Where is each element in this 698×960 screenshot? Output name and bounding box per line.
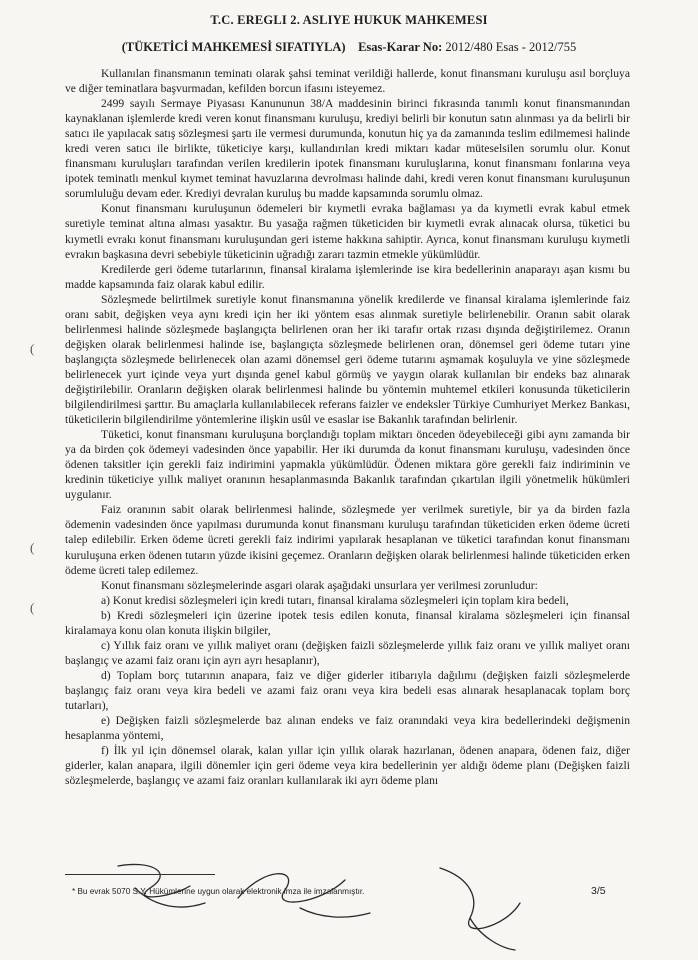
margin-mark: ( [30, 540, 35, 555]
margin-mark: ( [30, 341, 35, 356]
margin-mark: ( [30, 600, 35, 615]
case-numbers: 2012/480 Esas - 2012/755 [445, 40, 577, 54]
list-item: c) Yıllık faiz oranı ve yıllık maliyet oranı (değişken faizli sözleşmelerde yıllık faiz oranı ve yıllık maliyet oranı başlangıç ve azami faiz oranı için ayrı ayrı hesaplanır), [65, 638, 630, 667]
document-body [65, 66, 630, 788]
handwritten-signatures [0, 858, 698, 958]
paragraph: Kullanılan finansmanın teminatı olarak şahsi teminat verildiği hallerde, konut finansmanı kuruluşu asıl borçluya ve diğer teminatlara başvurmadan, kefilden borcun ifasını isteyemez. [65, 67, 630, 96]
paragraph: Konut finansmanı sözleşmelerinde asgari olarak aşağıdaki unsurlara yer verilmesi zorunludur: [101, 578, 538, 592]
case-label: Esas-Karar No: [358, 40, 443, 54]
list-item: f) İlk yıl için dönemsel olarak, kalan yıllar için yıllık olarak hazırlanan, ödenen anapara, ödenen faiz, diğer giderler, kalan anapara, ilgili dönemler için geri ödeme veya kira bedellerinin yer aldığı ödeme planı (Değişken faizli sözleşmelerde, başlangıç ve azami faiz oranları kullanılarak iki ayrı ödeme planı [65, 744, 630, 788]
paragraph: Sözleşmede belirtilmek suretiyle konut finansmanına yönelik kredilerde ve finansal kiralama işlemlerinde faiz oranı sabit, değişken veya aynı kredi için her iki yöntem esas alınmak suretiyle belirlenebilir. Oranın sabit olarak belirlenmesi halinde sözleşmede başlangıçta belirlenen oran her iki tarafır ortak rızası dışında değiştirilemez. Oranın değişken olarak belirlenmesi halinde ise, başlangıçta sözleşmede belirlenen oran, dönemsel geri ödeme tutarı yine başlangıçta sözleşmede belirlenecek olan azami dönemsel geri ödeme tutarını aşmamak koşuluyla ve yine sözleşmede belirlenecek yurt içinde veya yurt dışında genel kabul görmüş ve yaygın olarak kullanılan bir endeks baz alınarak değiştirilebilir. Oranların değişken olarak belirlenmesi halinde bu yöntemin muhtemel etkileri konusunda tüketicilerin bilgilendirilmesi şarttır. Bu amaçlarla kullanılabilecek referans faizler ve endeksler Türkiye Cumhuriyet Merkez Bankası, tüketicilerin bilgilendirilme yöntemlerine ilişkin usûl ve esaslar ise Bakanlık tarafından belirlenir. [65, 292, 630, 427]
page-number: 3/5 [591, 885, 606, 897]
paragraph: Kredilerde geri ödeme tutarlarının, finansal kiralama işlemlerinde ise kira bedellerinin anaparayı aşan kısmı bu madde kapsamında faiz olarak kabul edilir. [65, 262, 630, 291]
footnote-rule [65, 874, 215, 875]
court-capacity: (TÜKETİCİ MAHKEMESİ SIFATIYLA) [121, 40, 346, 54]
e-signature-footnote: * Bu evrak 5070 S.Y. Hükümlerine uygun olarak elektronik imza ile imzalanmıştır. [72, 887, 365, 896]
court-title: T.C. EREGLI 2. ASLIYE HUKUK MAHKEMESI [210, 13, 488, 27]
list-item: a) Konut kredisi sözleşmeleri için kredi tutarı, finansal kiralama sözleşmeleri için toplam kira bedeli, [101, 593, 569, 607]
list-item: d) Toplam borç tutarının anapara, faiz ve diğer giderler itibarıyla dağılımı (değişken faizli sözleşmelerde başlangıç faiz oranı veya kira bedeli ve azami faiz oranı veya kira bedeli esas alınarak hesaplanacak toplam borç tutarları), [65, 668, 630, 712]
paragraph: Konut finansmanı kuruluşunun ödemeleri bir kıymetli evraka bağlaması ya da kıymetli evrak kabul etmek suretiyle teminat altına alması yasaktır. Bu yasağa rağmen tüketiciden bir kıymetli evrak alınacak olursa, tüketici bu kıymetli evrakı konut finansmanı kuruluşundan geri isteme hakkına sahiptir. Ayrıca, konut finansmanı kuruluşu kıymetli evrakın başkasına devri sebebiyle tüketicinin uğradığı zararı tazmin etmekle yükümlüdür. [65, 202, 630, 261]
list-item: b) Kredi sözleşmeleri için üzerine ipotek tesis edilen konuta, finansal kiralama sözleşmeleri için finansal kiralamaya konu olan konuta ilişkin bilgiler, [65, 608, 630, 637]
paragraph: Tüketici, konut finansmanı kuruluşuna borçlandığı toplam miktarı önceden ödeyebileceği gibi aynı zamanda bir ya da birden çok ödemeyi vadesinden önce yapabilir. Her iki durumda da konut finansmanı kuruluşu, vadesinden önce ödenen taksitler için gerekli faiz indirimini yapmakla yükümlüdür. Ödenen miktara göre gerekli faiz indiriminin ve kredinin tüketiciye yıllık maliyet oranının hesaplanmasında Bakanlık tarafından çıkartılan ilgili yönetmelik hükümleri uygulanır. [65, 428, 630, 502]
paragraph: Faiz oranının sabit olarak belirlenmesi halinde, sözleşmede yer verilmek suretiyle, bir ya da birden fazla ödemenin vadesinden önce yapılması durumunda konut finansmanı kuruluşu tarafından tüketiciden erken ödeme ücreti talep edilebilir. Erken ödeme ücreti gerekli faiz indirimi yapılarak hesaplanan ve tüketici tarafından konut finansmanı kuruluşuna erken ödenen tutarın yüzde ikisini geçemez. Oranların değişken olarak belirlenmesi halinde tüketiciden erken ödeme ücreti talep edilemez. [65, 503, 630, 577]
list-item: e) Değişken faizli sözleşmelerde baz alınan endeks ve faiz oranındaki veya kira bedellerindeki değişmenin hesaplanma yöntemi, [65, 714, 630, 743]
case-header [0, 40, 698, 55]
paragraph: 2499 sayılı Sermaye Piyasası Kanununun 38/A maddesinin birinci fıkrasında tanımlı konut finansmanından kaynaklanan işlemlerde kredi veren konut finansmanı kuruluşu, krediyi belirli bir konutun satın alınması ya da belirli bir satıcı ile yapılacak satış sözleşmesi şartı ile vermesi durumunda, konutun hiç ya da zamanında teslim edilmemesi halinde kredi veren satıcı ile birlikte, tüketiciye karşı, kullandırılan kredi miktarı kadar müteselsilen sorumlu olur. Konut finansmanı kuruluşları tarafından verilen kredilerin ipotek finansmanı kuruluşlarına, konut finansmanı fonlarına veya ipotek teminatlı menkul kıymet teminat havuzlarına devrolması halinde dahi, kredi veren konut finansmanı kuruluşunun sorumluluğu devam eder. Krediyi devralan kuruluş bu madde kapsamında sorumlu olmaz. [65, 97, 630, 201]
